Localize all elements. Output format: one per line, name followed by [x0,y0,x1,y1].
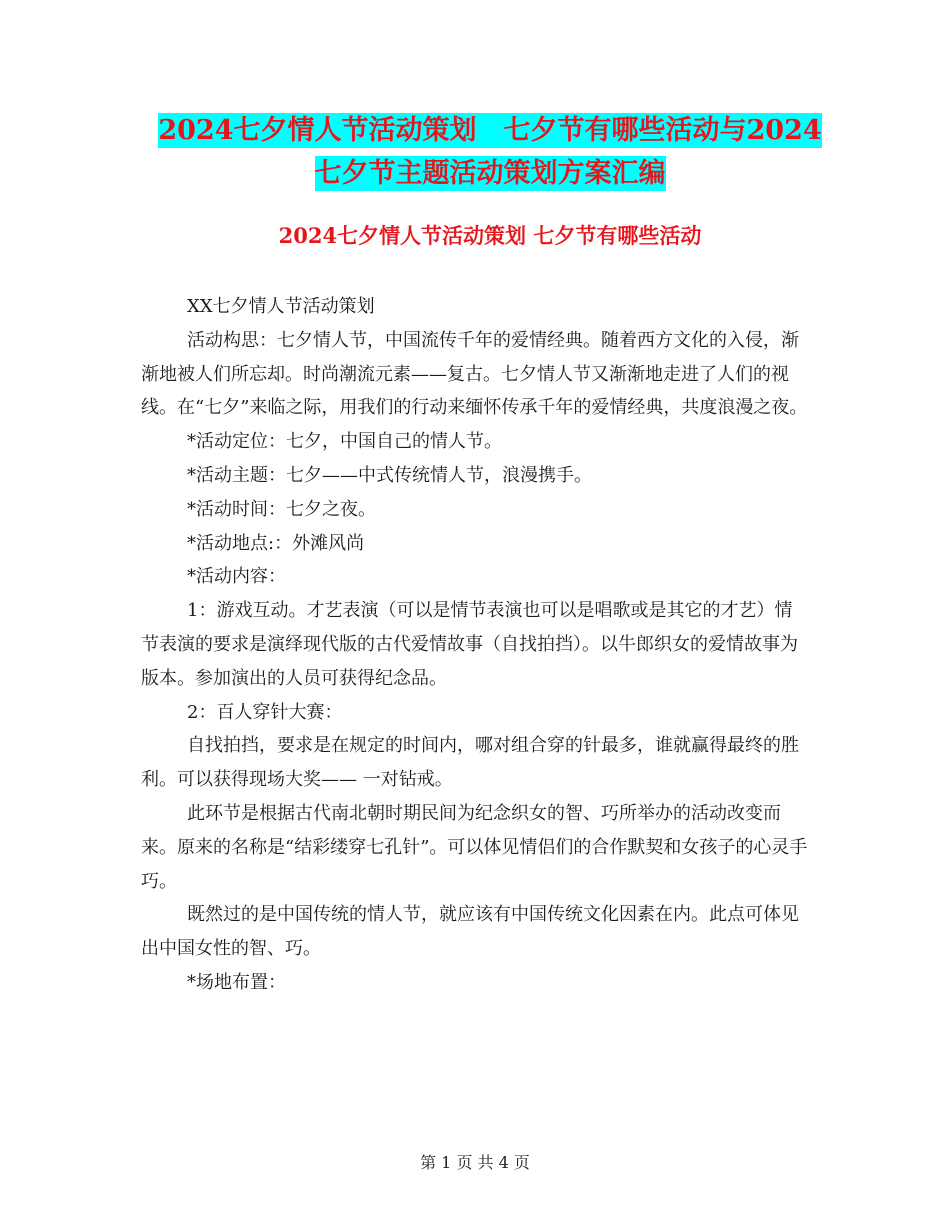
document-body [141,290,809,1000]
paragraph: *活动内容： [187,566,286,588]
paragraph: *活动地点:：外滩风尚 [187,532,365,554]
paragraph: XX七夕情人节活动策划 [187,296,375,317]
paragraph: 自找拍挡，要求是在规定的时间内，哪对组合穿的针最多，谁就赢得最终的胜利。可以获得现场大奖—— 一对钻戒。 [141,735,799,791]
document-title-line-2: 七夕节主题活动策划方案汇编 [314,158,666,189]
paragraph: 此环节是根据古代南北朝时期民间为纪念织女的智、巧所举办的活动改变而来。原来的名称是“结彩缕穿七孔针”。可以体见情侣们的合作默契和女孩子的心灵手巧。 [141,802,808,892]
paragraph: *活动主题：七夕——中式传统情人节，浪漫携手。 [187,464,592,486]
paragraph: 活动构思：七夕情人节，中国流传千年的爱情经典。随着西方文化的入侵，渐渐地被人们所忘却。时尚潮流元素——复古。七夕情人节又渐渐地走进了人们的视线。在“七夕”来临之际，用我们的行动来缅怀传承千年的爱情经典，共度浪漫之夜。 [141,329,808,419]
paragraph: *活动时间：七夕之夜。 [187,498,376,520]
document-title-line-1: 2024七夕情人节活动策划 七夕节有哪些活动与2024 [158,115,822,146]
paragraph: *场地布置： [187,971,286,993]
paragraph: 1：游戏互动。才艺表演（可以是情节表演也可以是唱歌或是其它的才艺）情节表演的要求是演绎现代版的古代爱情故事（自找拍挡）。以牛郎织女的爱情故事为版本。参加演出的人员可获得纪念品。 [141,600,798,689]
section-title: 2024七夕情人节活动策划 七夕节有哪些活动 [278,223,702,248]
paragraph: *活动定位：七夕，中国自己的情人节。 [187,431,502,453]
paragraph: 既然过的是中国传统的情人节，就应该有中国传统文化因素在内。此点可体见出中国女性的智、巧。 [141,904,799,960]
page-footer: 第 1 页 共 4 页 [420,1153,530,1172]
paragraph: 2：百人穿针大赛： [187,701,343,723]
